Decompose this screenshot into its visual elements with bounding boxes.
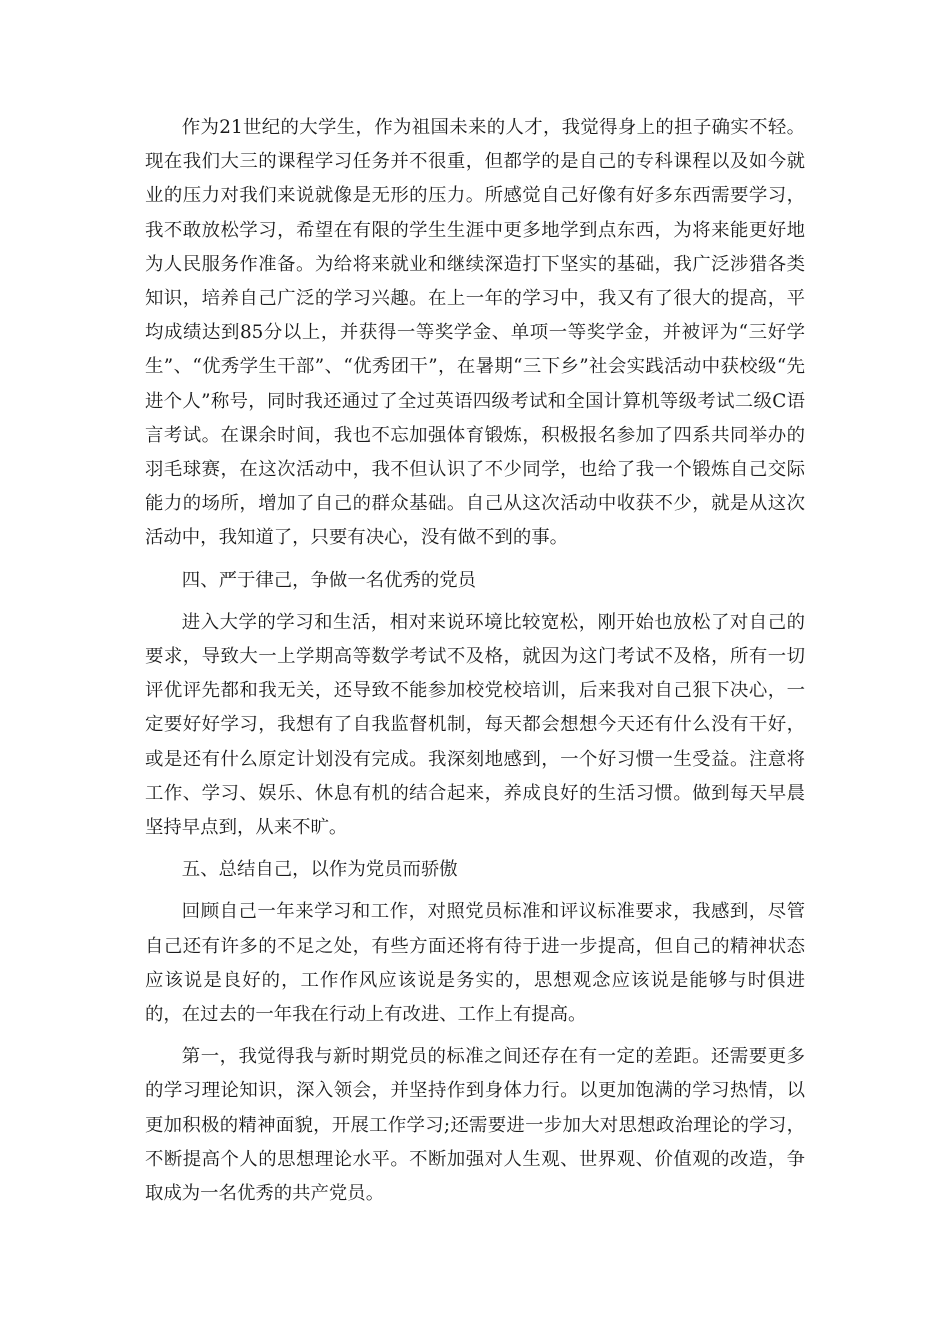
paragraph-self-discipline: 进入大学的学习和生活，相对来说环境比较宽松，刚开始也放松了对自己的要求，导致大一上学期高等数学考试不及格，就因为这门考试不及格，所有一切评优评先都和我无关，还导致不能参加校党校培训，后来我对自己狠下决心，一定要好好学习，我想有了自我监督机制，每天都会想想今天还有什么没有干好，或是还有什么原定计划没有完成。我深刻地感到，一个好习惯一生受益。注意将工作、学习、娱乐、休息有机的结合起来，养成良好的生活习惯。做到每天早晨坚持早点到，从来不旷。 [145,611,805,839]
paragraph-first-point: 第一，我觉得我与新时期党员的标准之间还存在有一定的差距。还需要更多的学习理论知识，深入领会，并坚持作到身体力行。以更加饱满的学习热情，以更加积极的精神面貌，开展工作学习;还需要进一步加大对思想政治理论的学习，不断提高个人的思想理论水平。不断加强对人生观、世界观、价值观的改造，争取成为一名优秀的共产党员。 [145,1046,805,1205]
paragraph-achievements: 作为21世纪的大学生，作为祖国未来的人才，我觉得身上的担子确实不轻。现在我们大三的课程学习任务并不很重，但都学的是自己的专科课程以及如今就业的压力对我们来说就像是无形的压力。所感觉自己好像有好多东西需要学习，我不敢放松学习，希望在有限的学生生涯中更多地学到点东西，为将来能更好地为人民服务作准备。为给将来就业和继续深造打下坚实的基础，我广泛涉猎各类知识，培养自己广泛的学习兴趣。在上一年的学习中，我又有了很大的提高，平均成绩达到85分以上，并获得一等奖学金、单项一等奖学金，并被评为“三好学生”、“优秀学生干部”、“优秀团干”，在暑期“三下乡”社会实践活动中获校级“先进个人”称号，同时我还通过了全过英语四级考试和全国计算机等级考试二级C语言考试。在课余时间，我也不忘加强体育锻炼，积极报名参加了四系共同举办的羽毛球赛，在这次活动中，我不但认识了不少同学，也给了我一个锻炼自己交际能力的场所，增加了自己的群众基础。自己从这次活动中收获不少，就是从这次活动中，我知道了，只要有决心，没有做不到的事。 [145,117,805,549]
document-body [145,111,805,1211]
section-heading-five: 五、总结自己，以作为党员而骄傲 [181,859,458,881]
section-heading-four: 四、严于律己，争做一名优秀的党员 [181,569,477,591]
paragraph-review: 回顾自己一年来学习和工作，对照党员标准和评议标准要求，我感到，尽管自己还有许多的不足之处，有些方面还将有待于进一步提高，但自己的精神状态应该说是良好的，工作作风应该说是务实的，思想观念应该说是能够与时俱进的，在过去的一年我在行动上有改进、工作上有提高。 [145,901,805,1026]
